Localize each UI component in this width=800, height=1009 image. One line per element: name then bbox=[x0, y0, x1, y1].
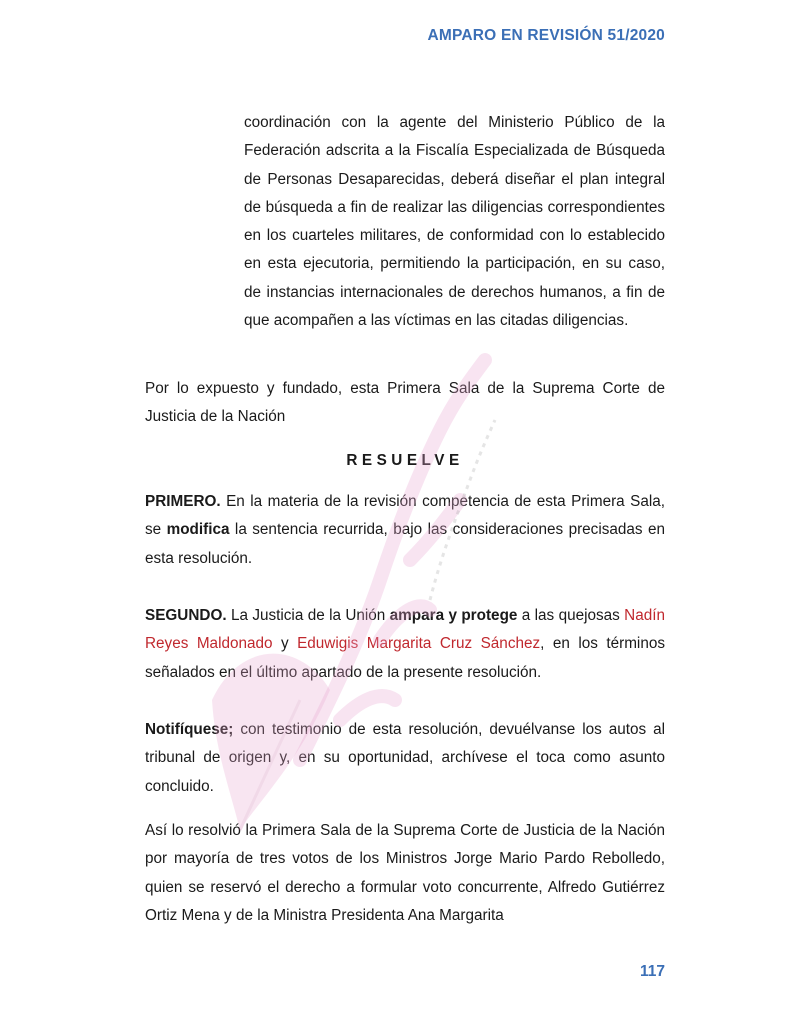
quejosa-name-1: Nadín Reyes Maldonado bbox=[145, 607, 665, 653]
primero-text-a: En la materia de la revisión competencia de esta Primera Sala, se bbox=[145, 493, 665, 539]
closing-paragraph: Así lo resolvió la Primera Sala de la Suprema Corte de Justicia de la Nación por mayoría de tres votos de los Ministros Jorge Mario Pardo Rebolledo, quien se reservó el derecho a formular voto concurrente, Alfredo Gutiérrez Ortiz Mena y de la Ministra Presidenta Ana Margarita bbox=[145, 822, 665, 924]
notifiquese-paragraph bbox=[145, 716, 665, 801]
segundo-label: SEGUNDO. bbox=[145, 607, 227, 624]
primero-paragraph bbox=[145, 488, 665, 573]
continuation-paragraph: coordinación con la agente del Ministerio Público de la Federación adscrita a la Fiscalía Especializada de Búsqueda de Personas Desaparecidas, deberá diseñar el plan integral de búsqueda a fin de realizar las diligencias correspondientes en los cuarteles militares, de conformidad con lo establecido en esta ejecutoria, permitiendo la participación, en su caso, de instancias internacionales de derechos humanos, a fin de que acompañen a las víctimas en las citadas diligencias. bbox=[244, 114, 665, 330]
primero-text-b: la sentencia recurrida, bajo las consideraciones precisadas en esta resolución. bbox=[145, 521, 665, 567]
primero-label: PRIMERO. bbox=[145, 493, 221, 510]
notifiquese-label: Notifíquese; bbox=[145, 721, 234, 738]
segundo-text-c: , en los términos señalados en el último apartado de la presente resolución. bbox=[145, 635, 665, 681]
segundo-bold-term: ampara y protege bbox=[389, 607, 518, 624]
segundo-paragraph bbox=[145, 602, 665, 687]
intro-paragraph: Por lo expuesto y fundado, esta Primera Sala de la Suprema Corte de Justicia de la Nación bbox=[145, 380, 665, 426]
case-title-header: AMPARO EN REVISIÓN 51/2020 bbox=[427, 27, 665, 44]
page-number: 117 bbox=[639, 963, 665, 980]
segundo-text-a: La Justicia de la Unión bbox=[226, 607, 390, 624]
primero-bold-term: modifica bbox=[166, 521, 230, 539]
notifiquese-text: con testimonio de esta resolución, devuélvanse los autos al tribunal de origen y, en su oportunidad, archívese el toca como asunto concluido. bbox=[145, 721, 665, 795]
quejosa-name-2: Eduwigis Margarita Cruz Sánchez bbox=[297, 635, 541, 653]
segundo-text-b: a las quejosas bbox=[517, 607, 625, 624]
segundo-conj: y bbox=[272, 635, 298, 653]
resuelve-heading: RESUELVE bbox=[346, 452, 464, 469]
